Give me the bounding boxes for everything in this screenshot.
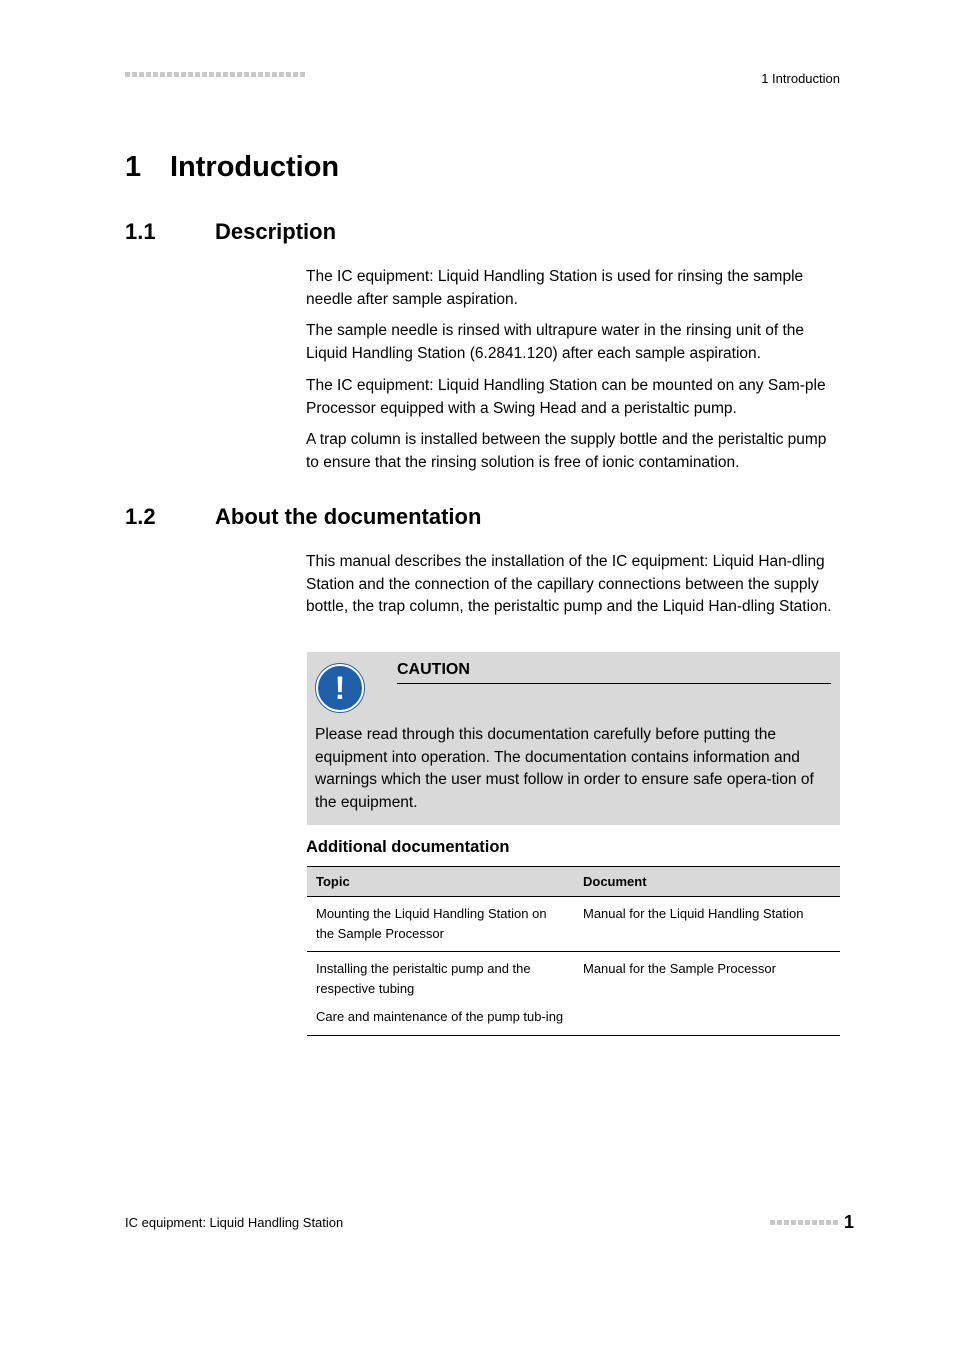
- table-row: [307, 952, 840, 1036]
- footer-decoration: [770, 1220, 838, 1225]
- header-decoration: [125, 72, 305, 77]
- section-number: 1.2: [125, 504, 156, 529]
- chapter-title: [125, 151, 339, 184]
- paragraph: The IC equipment: Liquid Handling Station is used for rinsing the sample needle after sample aspiration.: [306, 268, 804, 308]
- paragraph: The sample needle is rinsed with ultrapure water in the rinsing unit of the Liquid Handling Station (6.2841.120) after each sample aspiration.: [306, 322, 804, 362]
- section-title: About the documentation: [215, 504, 482, 529]
- exclamation-icon: !: [316, 664, 364, 712]
- documentation-table: [307, 866, 840, 1036]
- section-heading-documentation: [125, 504, 481, 530]
- column-header-topic: Topic: [307, 867, 574, 897]
- chapter-title-text: Introduction: [170, 151, 340, 183]
- chapter-number: 1: [125, 151, 142, 183]
- footer-title: IC equipment: Liquid Handling Station: [125, 1215, 344, 1230]
- topic-text: Care and maintenance of the pump tub-ing: [316, 1009, 564, 1024]
- topic-cell: [307, 897, 574, 952]
- additional-docs-heading: Additional documentation: [306, 838, 510, 856]
- topic-cell: [307, 952, 574, 1036]
- footer-page: [770, 1212, 854, 1233]
- table-row: [307, 897, 840, 952]
- paragraph: The IC equipment: Liquid Handling Station can be mounted on any Sam-ple Processor equipped with a Swing Head and a peristaltic pump.: [306, 377, 826, 417]
- caution-box: [307, 652, 840, 825]
- caution-title: CAUTION: [397, 661, 831, 684]
- topic-text: Mounting the Liquid Handling Station on the Sample Processor: [316, 906, 547, 941]
- section-heading-description: [125, 219, 336, 245]
- page-number: 1: [843, 1212, 854, 1232]
- document-cell: Manual for the Sample Processor: [574, 952, 840, 1036]
- topic-text: Installing the peristaltic pump and the respective tubing: [316, 961, 531, 996]
- caution-text: Please read through this documentation carefully before putting the equipment into operation. The documentation contains information and warnings which the user must follow in order to ensure safe opera-tion of the equipment.: [315, 726, 814, 811]
- document-cell: Manual for the Liquid Handling Station: [574, 897, 840, 952]
- section-title: Description: [215, 219, 337, 244]
- paragraph: A trap column is installed between the supply bottle and the peristaltic pump to ensure that the rinsing solution is free of ionic contamination.: [306, 431, 827, 471]
- column-header-document: Document: [574, 867, 840, 897]
- paragraph: This manual describes the installation of the IC equipment: Liquid Han-dling Station and the connection of the capillary connections between the supply bottle, the trap column, the peristaltic pump and the Liquid Han-dling Station.: [306, 553, 832, 615]
- table-header-row: [307, 867, 840, 897]
- section-number: 1.1: [125, 219, 156, 244]
- running-header: 1 Introduction: [761, 71, 840, 86]
